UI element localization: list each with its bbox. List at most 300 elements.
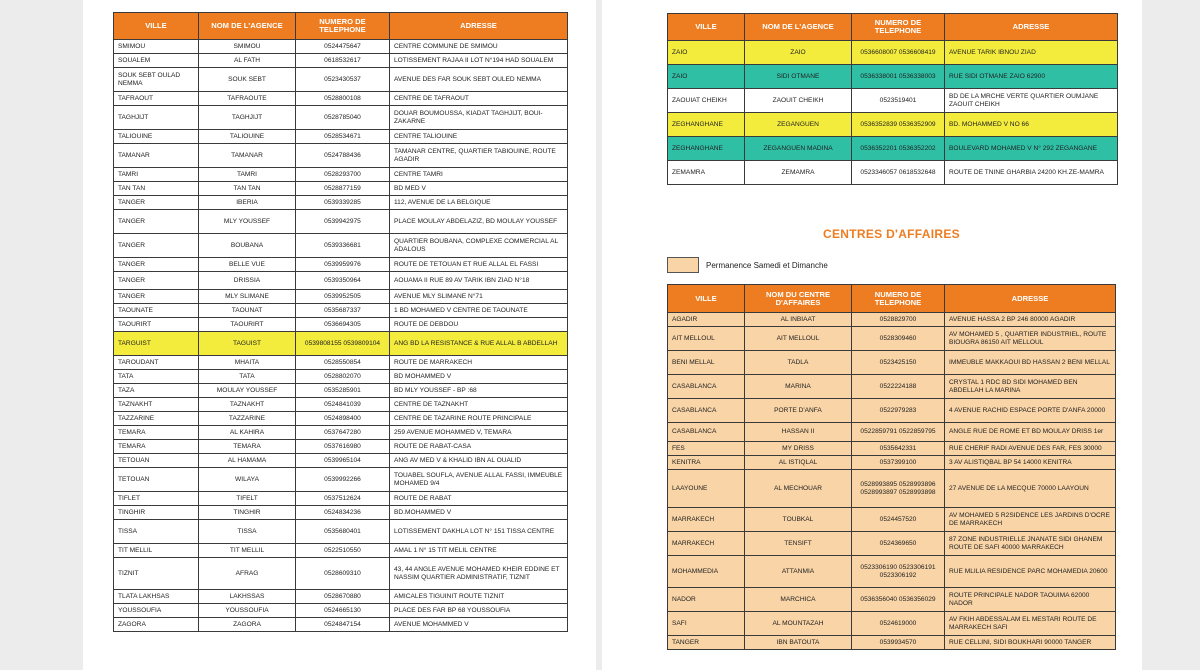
cell-telephone: 0536352839 0536352909	[852, 113, 945, 137]
cell-agence: SIDI OTMANE	[745, 65, 852, 89]
cell-telephone: 0528993895 0528993896 0528993897 0528993898	[852, 470, 945, 508]
table-row	[668, 113, 1118, 137]
header-adresse: ADRESSE	[945, 285, 1116, 313]
table-row	[668, 41, 1118, 65]
cell-agence: ZEGANGUEN MADINA	[745, 137, 852, 161]
cell-agence: TAZNAKHT	[199, 398, 296, 412]
header-centre: NOM DU CENTRE D'AFFAIRES	[745, 285, 852, 313]
header-ville: VILLE	[668, 285, 745, 313]
cell-ville: BENI MELLAL	[668, 351, 745, 375]
cell-ville: TANGER	[114, 196, 199, 210]
cell-adresse: PLACE DES FAR BP 68 YOUSSOUFIA	[390, 604, 568, 618]
table-row	[114, 426, 568, 440]
cell-adresse: BOULEVARD MOHAMED V N° 292 ZEGANGANE	[945, 137, 1118, 161]
agencies-table-right-body	[668, 41, 1118, 185]
cell-ville: TANGER	[114, 258, 199, 272]
cell-telephone: 0523430537	[296, 68, 390, 92]
cell-ville: TAFRAOUT	[114, 92, 199, 106]
cell-adresse: 27 AVENUE DE LA MECQUE 70000 LAAYOUN	[945, 470, 1116, 508]
cell-agence: TEMARA	[199, 440, 296, 454]
cell-agence: TAMANAR	[199, 144, 296, 168]
table-row	[114, 68, 568, 92]
cell-telephone: 0524841039	[296, 398, 390, 412]
cell-telephone: 0528309460	[852, 327, 945, 351]
cell-adresse: IMMEUBLE MAKKAOUI BD HASSAN 2 BENI MELLAL	[945, 351, 1116, 375]
cell-ville: TANGER	[114, 234, 199, 258]
table-row	[114, 130, 568, 144]
cell-telephone: 0522510550	[296, 544, 390, 558]
agencies-table-left-body	[114, 40, 568, 632]
cell-adresse: ANGLE RUE DE ROME ET BD MOULAY DRISS 1er	[945, 423, 1116, 442]
table-row	[114, 182, 568, 196]
centres-table-body	[668, 313, 1116, 650]
table-row	[668, 327, 1116, 351]
cell-agence: SMIMOU	[199, 40, 296, 54]
page-right	[602, 0, 1142, 670]
table-header	[114, 13, 568, 40]
table-row	[114, 40, 568, 54]
cell-ville: TISSA	[114, 520, 199, 544]
cell-adresse: LOTISSEMENT RAJAA II LOT N°194 HAD SOUALEM	[390, 54, 568, 68]
cell-ville: AIT MELLOUL	[668, 327, 745, 351]
cell-adresse: 1 BD MOHAMED V CENTRE DE TAOUNATE	[390, 304, 568, 318]
table-row	[668, 399, 1116, 423]
cell-agence: IBERIA	[199, 196, 296, 210]
cell-telephone: 0523306190 0523306191 0523306192	[852, 556, 945, 588]
table-row	[114, 506, 568, 520]
cell-telephone: 0539339285	[296, 196, 390, 210]
cell-adresse: QUARTIER BOUBANA, COMPLEXE COMMERCIAL AL ADALOUS	[390, 234, 568, 258]
cell-adresse: BD. MOHAMMED V NO 66	[945, 113, 1118, 137]
cell-agence: DRISSIA	[199, 272, 296, 290]
cell-telephone: 0618532617	[296, 54, 390, 68]
cell-adresse: RUE SIDI OTMANE ZAIO 62900	[945, 65, 1118, 89]
cell-centre: AL INBIAAT	[745, 313, 852, 327]
cell-agence: BELLE VUE	[199, 258, 296, 272]
cell-telephone: 0539934570	[852, 636, 945, 650]
cell-telephone: 0524788436	[296, 144, 390, 168]
table-row	[668, 456, 1116, 470]
cell-agence: TAGHJIJT	[199, 106, 296, 130]
cell-agence: ZAIO	[745, 41, 852, 65]
table-row	[114, 558, 568, 590]
cell-adresse: 112, AVENUE DE LA BELGIQUE	[390, 196, 568, 210]
header-adresse: ADRESSE	[390, 13, 568, 40]
cell-adresse: AV MOHAMED 5 R2SIDENCE LES JARDINS D'OCRE DE MARRAKECH	[945, 508, 1116, 532]
cell-agence: YOUSSOUFIA	[199, 604, 296, 618]
header-ville: VILLE	[668, 14, 745, 41]
cell-telephone: 0528785040	[296, 106, 390, 130]
cell-centre: MARCHICA	[745, 588, 852, 612]
cell-adresse: CENTRE DE TAZNAKHT	[390, 398, 568, 412]
header-telephone: NUMERO DE TELEPHONE	[852, 285, 945, 313]
cell-telephone: 0524834236	[296, 506, 390, 520]
table-row	[114, 590, 568, 604]
table-row	[114, 468, 568, 492]
table-row	[668, 89, 1118, 113]
table-row	[114, 290, 568, 304]
cell-agence: SOUK SEBT	[199, 68, 296, 92]
cell-adresse: 87 ZONE INDUSTRIELLE JNANATE SIDI GHANEM ROUTE DE SAFI 40000 MARRAKECH	[945, 532, 1116, 556]
cell-agence: TAZZARINE	[199, 412, 296, 426]
table-row	[114, 304, 568, 318]
table-row	[668, 313, 1116, 327]
cell-agence: MHAITA	[199, 356, 296, 370]
cell-centre: MY DRISS	[745, 442, 852, 456]
cell-agence: TINGHIR	[199, 506, 296, 520]
cell-agence: TAFRAOUTE	[199, 92, 296, 106]
cell-telephone: 0535285901	[296, 384, 390, 398]
cell-adresse: ROUTE DE DEBDOU	[390, 318, 568, 332]
cell-ville: TAMRI	[114, 168, 199, 182]
cell-telephone: 0528802070	[296, 370, 390, 384]
cell-centre: ATTANMIA	[745, 556, 852, 588]
cell-telephone: 0536352201 0536352202	[852, 137, 945, 161]
cell-centre: MARINA	[745, 375, 852, 399]
table-row	[668, 636, 1116, 650]
cell-adresse: BD MLY YOUSSEF - BP :68	[390, 384, 568, 398]
cell-adresse: CENTRE DE TAFRAOUT	[390, 92, 568, 106]
cell-telephone: 0524898400	[296, 412, 390, 426]
cell-ville: TIFLET	[114, 492, 199, 506]
cell-ville: FES	[668, 442, 745, 456]
table-row	[114, 356, 568, 370]
cell-telephone: 0524665130	[296, 604, 390, 618]
cell-agence: MLY YOUSSEF	[199, 210, 296, 234]
header-agence: NOM DE L'AGENCE	[199, 13, 296, 40]
cell-centre: TENSIFT	[745, 532, 852, 556]
cell-agence: ZAGORA	[199, 618, 296, 632]
cell-agence: TATA	[199, 370, 296, 384]
header-agence: NOM DE L'AGENCE	[745, 14, 852, 41]
cell-ville: TAGHJIJT	[114, 106, 199, 130]
cell-telephone: 0522979283	[852, 399, 945, 423]
table-row	[114, 384, 568, 398]
cell-adresse: LOTISSEMENT DAKHLA LOT N° 151 TISSA CENTRE	[390, 520, 568, 544]
cell-telephone: 0539959976	[296, 258, 390, 272]
cell-centre: AIT MELLOUL	[745, 327, 852, 351]
table-row	[114, 520, 568, 544]
cell-agence: LAKHSSAS	[199, 590, 296, 604]
cell-adresse: 4 AVENUE RACHID ESPACE PORTE D'ANFA 20000	[945, 399, 1116, 423]
cell-ville: TETOUAN	[114, 454, 199, 468]
cell-ville: ZEGHANGHANE	[668, 113, 745, 137]
cell-telephone: 0537399100	[852, 456, 945, 470]
cell-adresse: BD MED V	[390, 182, 568, 196]
cell-ville: ZAIO	[668, 41, 745, 65]
cell-telephone: 0528829700	[852, 313, 945, 327]
cell-adresse: CENTRE DE TAZARINE ROUTE PRINCIPALE	[390, 412, 568, 426]
cell-telephone: 0537616980	[296, 440, 390, 454]
cell-adresse: 43, 44 ANGLE AVENUE MOHAMED KHEIR EDDINE ET NASSIM QUARTIER ADMINISTRATIF, TIZNIT	[390, 558, 568, 590]
cell-agence: TAMRI	[199, 168, 296, 182]
cell-ville: TATA	[114, 370, 199, 384]
cell-telephone: 0524369650	[852, 532, 945, 556]
table-row	[114, 454, 568, 468]
cell-adresse: BD.MOHAMMED V	[390, 506, 568, 520]
table-row	[114, 144, 568, 168]
cell-agence: BOUBANA	[199, 234, 296, 258]
cell-adresse: ANG AV MED V & KHALID IBN AL OUALID	[390, 454, 568, 468]
agencies-table-right	[667, 13, 1118, 185]
cell-telephone: 0523425150	[852, 351, 945, 375]
table-row	[114, 370, 568, 384]
cell-adresse: CRYSTAL 1 RDC BD SIDI MOHAMED BEN ABDELLAH LA MARINA	[945, 375, 1116, 399]
cell-ville: TAMANAR	[114, 144, 199, 168]
cell-adresse: DOUAR BOUMOUSSA, KIADAT TAGHJIJT, BOUI-ZAKARNE	[390, 106, 568, 130]
header-telephone: NUMERO DE TELEPHONE	[296, 13, 390, 40]
table-row	[114, 106, 568, 130]
cell-ville: NADOR	[668, 588, 745, 612]
table-row	[114, 234, 568, 258]
cell-centre: TADLA	[745, 351, 852, 375]
cell-adresse: ROUTE DE MARRAKECH	[390, 356, 568, 370]
cell-telephone: 0528534671	[296, 130, 390, 144]
cell-telephone: 0523519401	[852, 89, 945, 113]
cell-agence: TALIOUINE	[199, 130, 296, 144]
cell-adresse: BD MOHAMMED V	[390, 370, 568, 384]
cell-adresse: ROUTE DE RABAT	[390, 492, 568, 506]
cell-ville: ZAIO	[668, 65, 745, 89]
cell-telephone: 0528293700	[296, 168, 390, 182]
cell-agence: TISSA	[199, 520, 296, 544]
section-title-centres: CENTRES D'AFFAIRES	[823, 227, 960, 241]
cell-ville: CASABLANCA	[668, 399, 745, 423]
cell-centre: AL MOUNTAZAH	[745, 612, 852, 636]
cell-adresse: AVENUE TARIK IBNOU ZIAD	[945, 41, 1118, 65]
cell-ville: ZEMAMRA	[668, 161, 745, 185]
cell-ville: TEMARA	[114, 440, 199, 454]
cell-ville: TEMARA	[114, 426, 199, 440]
table-row	[114, 398, 568, 412]
cell-centre: HASSAN II	[745, 423, 852, 442]
table-row	[668, 161, 1118, 185]
cell-adresse: RUE CHERIF RADI AVENUE DES FAR, FES 30000	[945, 442, 1116, 456]
cell-telephone: 0524475647	[296, 40, 390, 54]
cell-ville: TARGUIST	[114, 332, 199, 356]
table-row	[114, 318, 568, 332]
cell-ville: TAZZARINE	[114, 412, 199, 426]
table-row	[114, 492, 568, 506]
cell-agence: AL KAHIRA	[199, 426, 296, 440]
cell-telephone: 0537512624	[296, 492, 390, 506]
cell-telephone: 0522224188	[852, 375, 945, 399]
cell-agence: WILAYA	[199, 468, 296, 492]
centres-table	[667, 284, 1116, 650]
cell-adresse: PLACE MOULAY ABDELAZIZ, BD MOULAY YOUSSEF	[390, 210, 568, 234]
cell-agence: ZEMAMRA	[745, 161, 852, 185]
cell-ville: MOHAMMEDIA	[668, 556, 745, 588]
table-header	[668, 285, 1116, 313]
cell-agence: TAOUNAT	[199, 304, 296, 318]
cell-adresse: AOUAMA II RUE 89 AV TARIK IBN ZIAD N°18	[390, 272, 568, 290]
cell-agence: ZAOUIT CHEIKH	[745, 89, 852, 113]
table-row	[114, 604, 568, 618]
cell-telephone: 0539336681	[296, 234, 390, 258]
cell-telephone: 0539992266	[296, 468, 390, 492]
table-row	[668, 137, 1118, 161]
cell-telephone: 0536608007 0536608419	[852, 41, 945, 65]
cell-ville: TAN TAN	[114, 182, 199, 196]
cell-telephone: 0537647280	[296, 426, 390, 440]
cell-ville: TIT MELLIL	[114, 544, 199, 558]
cell-telephone: 0539350964	[296, 272, 390, 290]
cell-telephone: 0524457520	[852, 508, 945, 532]
cell-centre: TOUBKAL	[745, 508, 852, 532]
cell-telephone: 0535680401	[296, 520, 390, 544]
cell-centre: AL ISTIQLAL	[745, 456, 852, 470]
cell-agence: TAN TAN	[199, 182, 296, 196]
cell-adresse: ROUTE DE RABAT-CASA	[390, 440, 568, 454]
table-row	[114, 92, 568, 106]
cell-telephone: 0539965104	[296, 454, 390, 468]
cell-ville: TANGER	[114, 210, 199, 234]
cell-ville: TETOUAN	[114, 468, 199, 492]
cell-adresse: AMICALES TIGUINIT ROUTE TIZNIT	[390, 590, 568, 604]
cell-telephone: 0528877159	[296, 182, 390, 196]
table-row	[668, 532, 1116, 556]
cell-adresse: AVENUE MLY SLIMANE N°71	[390, 290, 568, 304]
cell-ville: SOUALEM	[114, 54, 199, 68]
cell-adresse: RUE MLILIA RESIDENCE PARC MOHAMEDIA 20600	[945, 556, 1116, 588]
cell-ville: TANGER	[114, 272, 199, 290]
cell-telephone: 0523346057 0618532648	[852, 161, 945, 185]
header-telephone: NUMERO DE TELEPHONE	[852, 14, 945, 41]
cell-telephone: 0536338001 0536338003	[852, 65, 945, 89]
cell-ville: MARRAKECH	[668, 532, 745, 556]
table-row	[668, 375, 1116, 399]
cell-agence: AL FATH	[199, 54, 296, 68]
cell-adresse: BD DE LA MRCHE VERTE QUARTIER OUMJANE ZAOUIT CHEIKH	[945, 89, 1118, 113]
cell-adresse: ROUTE DE TETOUAN ET RUE ALLAL EL FASSI	[390, 258, 568, 272]
table-row	[668, 351, 1116, 375]
cell-adresse: 3 AV ALISTIQBAL BP 54 14000 KENITRA	[945, 456, 1116, 470]
table-row	[114, 412, 568, 426]
cell-ville: TIZNIT	[114, 558, 199, 590]
cell-ville: CASABLANCA	[668, 423, 745, 442]
table-row	[114, 258, 568, 272]
table-row	[114, 54, 568, 68]
cell-agence: ZEGANGUEN	[745, 113, 852, 137]
cell-adresse: CENTRE TAMRI	[390, 168, 568, 182]
cell-ville: YOUSSOUFIA	[114, 604, 199, 618]
table-row	[668, 508, 1116, 532]
cell-telephone: 0524847154	[296, 618, 390, 632]
cell-telephone: 0522859791 0522859795	[852, 423, 945, 442]
cell-telephone: 0528670880	[296, 590, 390, 604]
cell-ville: TAOUNATE	[114, 304, 199, 318]
table-row	[668, 65, 1118, 89]
cell-adresse: AVENUE DES FAR SOUK SEBT OULED NEMMA	[390, 68, 568, 92]
cell-agence: MLY SLIMANE	[199, 290, 296, 304]
cell-ville: SMIMOU	[114, 40, 199, 54]
table-row	[114, 168, 568, 182]
cell-ville: CASABLANCA	[668, 375, 745, 399]
cell-adresse: ROUTE DE TNINE GHARBIA 24200 KH.ZE-MAMRA	[945, 161, 1118, 185]
cell-agence: AL HAMAMA	[199, 454, 296, 468]
table-row	[114, 210, 568, 234]
table-header	[668, 14, 1118, 41]
cell-adresse: ANG BD LA RESISTANCE & RUE ALLAL B ABDELLAH	[390, 332, 568, 356]
cell-adresse: CENTRE TALIOUINE	[390, 130, 568, 144]
agencies-table-left	[113, 12, 568, 632]
cell-ville: KENITRA	[668, 456, 745, 470]
cell-ville: TANGER	[114, 290, 199, 304]
cell-ville: SOUK SEBT OULAD NEMMA	[114, 68, 199, 92]
cell-ville: LAAYOUNE	[668, 470, 745, 508]
cell-adresse: TOUABEL SOUFLA, AVENUE ALLAL FASSI, IMMEUBLE MOHAMED 9/4	[390, 468, 568, 492]
cell-ville: TINGHIR	[114, 506, 199, 520]
header-ville: VILLE	[114, 13, 199, 40]
legend	[667, 257, 828, 273]
header-adresse: ADRESSE	[945, 14, 1118, 41]
cell-telephone: 0535687337	[296, 304, 390, 318]
cell-ville: AGADIR	[668, 313, 745, 327]
page-left	[83, 0, 596, 670]
cell-telephone: 0524619000	[852, 612, 945, 636]
table-row	[114, 272, 568, 290]
table-row	[114, 544, 568, 558]
table-row	[668, 442, 1116, 456]
cell-agence: AFRAG	[199, 558, 296, 590]
cell-adresse: TAMANAR CENTRE, QUARTIER TABIOUINE, ROUTE AGADIR	[390, 144, 568, 168]
legend-swatch	[667, 257, 699, 273]
table-row	[668, 470, 1116, 508]
cell-adresse: AV FKIH ABDESSALAM EL MESTARI ROUTE DE MARRAKECH SAFI	[945, 612, 1116, 636]
cell-telephone: 0539952505	[296, 290, 390, 304]
cell-adresse: RUE CELLINI, SIDI BOUKHARI 90000 TANGER	[945, 636, 1116, 650]
table-row	[668, 556, 1116, 588]
table-row	[114, 618, 568, 632]
cell-agence: MOULAY YOUSSEF	[199, 384, 296, 398]
table-row	[668, 588, 1116, 612]
cell-ville: TAZNAKHT	[114, 398, 199, 412]
table-row	[114, 196, 568, 210]
cell-agence: TAGUIST	[199, 332, 296, 356]
cell-telephone: 0536694305	[296, 318, 390, 332]
cell-telephone: 0539808155 0539809104	[296, 332, 390, 356]
cell-ville: TANGER	[668, 636, 745, 650]
cell-ville: MARRAKECH	[668, 508, 745, 532]
cell-telephone: 0528609310	[296, 558, 390, 590]
cell-ville: TAROUDANT	[114, 356, 199, 370]
cell-adresse: 259 AVENUE MOHAMMED V, TEMARA	[390, 426, 568, 440]
cell-telephone: 0539942975	[296, 210, 390, 234]
cell-adresse: AMAL 1 N° 15 TIT MELIL CENTRE	[390, 544, 568, 558]
table-row	[114, 332, 568, 356]
cell-ville: TLATA LAKHSAS	[114, 590, 199, 604]
cell-centre: IBN BATOUTA	[745, 636, 852, 650]
cell-telephone: 0528550854	[296, 356, 390, 370]
cell-centre: PORTE D'ANFA	[745, 399, 852, 423]
table-row	[668, 612, 1116, 636]
legend-label: Permanence Samedi et Dimanche	[706, 260, 828, 270]
cell-adresse: CENTRE COMMUNE DE SMIMOU	[390, 40, 568, 54]
table-row	[114, 440, 568, 454]
cell-ville: ZAOUIAT CHEIKH	[668, 89, 745, 113]
cell-agence: TAOURIRT	[199, 318, 296, 332]
cell-adresse: AV MOHAMED 5 , QUARTIER INDUSTRIEL, ROUTE BIOUGRA 86150 AIT MELLOUL	[945, 327, 1116, 351]
cell-telephone: 0536356040 0536356029	[852, 588, 945, 612]
cell-adresse: AVENUE MOHAMMED V	[390, 618, 568, 632]
cell-agence: TIFELT	[199, 492, 296, 506]
cell-ville: TAOURIRT	[114, 318, 199, 332]
cell-adresse: AVENUE HASSA 2 BP 246 80000 AGADIR	[945, 313, 1116, 327]
cell-ville: TAZA	[114, 384, 199, 398]
table-row	[668, 423, 1116, 442]
cell-centre: AL MECHOUAR	[745, 470, 852, 508]
cell-ville: TALIOUINE	[114, 130, 199, 144]
